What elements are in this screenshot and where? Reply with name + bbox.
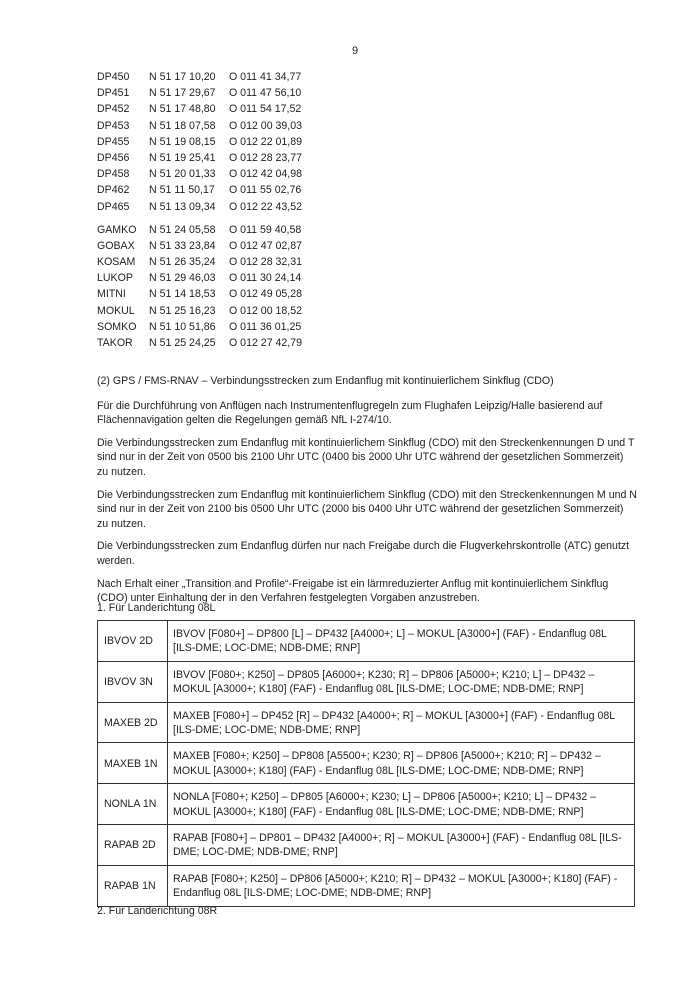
waypoint-row bbox=[97, 238, 329, 254]
waypoint-lon: O 012 00 18,52 bbox=[229, 304, 303, 317]
waypoint-lon: O 011 30 24,14 bbox=[229, 272, 302, 285]
paragraph: Die Verbindungsstrecken zum Endanflug mit kontinuierlichem Sinkflug (CDO) mit den Streckenkennungen M und N sind nur in der Zeit von 2100 bis 0500 Uhr UTC (2000 bis 0400 Uhr UTC während der gesetzlichen Sommerzeit) zu nutzen. bbox=[97, 488, 637, 530]
waypoint-row bbox=[97, 166, 329, 182]
waypoint-lon: O 011 55 02,76 bbox=[229, 184, 302, 197]
waypoint-lon: O 011 47 56,10 bbox=[229, 87, 302, 100]
waypoint-name: DP451 bbox=[97, 87, 130, 100]
waypoint-row bbox=[97, 199, 329, 215]
route-description: MAXEB [F080+] – DP452 [R] – DP432 [A4000+; R] – MOKUL [A3000+] (FAF) - Endanflug 08L [ILS-DME; LOC-DME; NDB-DME; RNP] bbox=[168, 702, 635, 743]
waypoint-name: DP465 bbox=[97, 200, 130, 213]
table-row bbox=[98, 743, 635, 784]
waypoint-row bbox=[97, 254, 329, 270]
waypoint-row bbox=[97, 319, 329, 335]
waypoint-lon: O 012 22 01,89 bbox=[229, 135, 303, 148]
table-row bbox=[98, 661, 635, 702]
waypoint-lon: O 011 59 40,58 bbox=[229, 223, 302, 236]
waypoint-name: DP453 bbox=[97, 119, 130, 132]
waypoint-name: KOSAM bbox=[97, 256, 136, 269]
paragraph: Die Verbindungsstrecken zum Endanflug dürfen nur nach Freigabe durch die Flugverkehrskontrolle (ATC) genutzt werden. bbox=[97, 540, 630, 567]
route-name: RAPAB 1N bbox=[98, 865, 168, 906]
waypoint-name: MOKUL bbox=[97, 304, 135, 317]
waypoint-lon: O 012 49 05,28 bbox=[229, 288, 303, 301]
table-row bbox=[98, 702, 635, 743]
waypoint-row bbox=[97, 286, 329, 302]
waypoint-lon: O 012 47 02,87 bbox=[229, 239, 303, 252]
body-text bbox=[97, 374, 637, 614]
waypoint-lat: N 51 33 23,84 bbox=[149, 239, 216, 252]
waypoint-row bbox=[97, 134, 329, 150]
waypoint-name: DP462 bbox=[97, 184, 130, 197]
waypoint-row bbox=[97, 303, 329, 319]
table-row bbox=[98, 784, 635, 825]
waypoint-lat: N 51 26 35,24 bbox=[149, 256, 216, 269]
waypoint-lat: N 51 19 25,41 bbox=[149, 151, 216, 164]
waypoint-row bbox=[97, 101, 329, 117]
route-name: MAXEB 2D bbox=[98, 702, 168, 743]
route-name: NONLA 1N bbox=[98, 784, 168, 825]
waypoint-row bbox=[97, 69, 329, 85]
waypoint-lon: O 012 42 04,98 bbox=[229, 168, 303, 181]
waypoint-name: GAMKO bbox=[97, 223, 137, 236]
waypoint-lat: N 51 17 10,20 bbox=[149, 71, 216, 83]
route-name: RAPAB 2D bbox=[98, 825, 168, 866]
waypoint-lat: N 51 25 16,23 bbox=[149, 304, 216, 317]
waypoint-row bbox=[97, 118, 329, 134]
waypoint-lon: O 012 27 42,79 bbox=[229, 337, 303, 349]
waypoint-lat: N 51 19 08,15 bbox=[149, 135, 216, 148]
route-table bbox=[97, 620, 635, 907]
waypoint-name: MITNI bbox=[97, 288, 126, 301]
waypoint-name: DP455 bbox=[97, 135, 130, 148]
waypoint-row bbox=[97, 182, 329, 198]
route-description: IBVOV [F080+] – DP800 [L] – DP432 [A4000+; L] – MOKUL [A3000+] (FAF) - Endanflug 08L [ILS-DME; LOC-DME; NDB-DME; RNP] bbox=[168, 621, 635, 662]
waypoint-row bbox=[97, 85, 329, 101]
route-description: MAXEB [F080+; K250] – DP808 [A5500+; K230; R] – DP806 [A5000+; K210; R] – DP432 – MOKUL [A3000+; K180] (FAF) - Endanflug 08L [ILS-DME; LOC-DME; NDB-DME; RNP] bbox=[168, 743, 635, 784]
waypoint-lon: O 012 28 32,31 bbox=[229, 256, 303, 269]
table-row bbox=[98, 825, 635, 866]
waypoint-name: DP456 bbox=[97, 151, 130, 164]
route-name: IBVOV 3N bbox=[98, 661, 168, 702]
route-description: IBVOV [F080+; K250] – DP805 [A6000+; K230; R] – DP806 [A5000+; K210; L] – DP432 – MOKUL [A3000+; K180] (FAF) - Endanflug 08L [ILS-DME; LOC-DME; NDB-DME; RNP] bbox=[168, 661, 635, 702]
paragraph: Nach Erhalt einer „Transition and Profile“-Freigabe ist ein lärmreduzierter Anflug mit kontinuierlichem Sinkflug (CDO) unter Einhaltung der in den Verfahren festgelegten Vorgaben anzustreben. bbox=[97, 577, 609, 605]
waypoint-name: DP452 bbox=[97, 103, 130, 116]
list-gap bbox=[97, 215, 329, 222]
waypoint-name: SOMKO bbox=[97, 320, 137, 333]
waypoint-lat: N 51 13 09,34 bbox=[149, 200, 216, 213]
waypoint-lat: N 51 14 18,53 bbox=[149, 288, 216, 301]
waypoint-name: TAKOR bbox=[97, 337, 133, 349]
waypoint-lon: O 011 36 01,25 bbox=[229, 320, 302, 333]
waypoint-lon: O 012 22 43,52 bbox=[229, 200, 303, 213]
section-heading: (2) GPS / FMS-RNAV – Verbindungsstrecken zum Endanflug mit kontinuierlichem Sinkflug (CDO) bbox=[97, 375, 554, 387]
route-description: NONLA [F080+; K250] – DP805 [A6000+; K230; L] – DP806 [A5000+; K210; L] – DP432 – MOKUL [A3000+; K180] (FAF) - Endanflug 08L [ILS-DME; LOC-DME; NDB-DME; RNP] bbox=[168, 784, 635, 825]
waypoint-lon: O 012 28 23,77 bbox=[229, 151, 303, 164]
table-row bbox=[98, 865, 635, 906]
subsection-title-08r: 2. Für Landerichtung 08R bbox=[97, 905, 218, 917]
paragraph: Für die Durchführung von Anflügen nach Instrumentenflugregeln zum Flughafen Leipzig/Halle basierend auf Flächennavigation gelten die Regelungen gemäß NfL I-274/10. bbox=[97, 399, 603, 427]
waypoint-name: LUKOP bbox=[97, 272, 133, 285]
route-name: MAXEB 1N bbox=[98, 743, 168, 784]
waypoint-lat: N 51 25 24,25 bbox=[149, 337, 216, 349]
waypoint-name: DP450 bbox=[97, 71, 130, 83]
waypoint-row bbox=[97, 335, 329, 351]
waypoint-lat: N 51 20 01,33 bbox=[149, 168, 216, 181]
route-description: RAPAB [F080+; K250] – DP806 [A5000+; K210; R] – DP432 – MOKUL [A3000+; K180] (FAF) - Endanflug 08L [ILS-DME; LOC-DME; NDB-DME; RNP] bbox=[168, 865, 635, 906]
waypoint-lat: N 51 17 48,80 bbox=[149, 103, 216, 116]
waypoint-name: DP458 bbox=[97, 168, 130, 181]
waypoint-lon: O 011 41 34,77 bbox=[229, 71, 302, 83]
waypoint-lat: N 51 17 29,67 bbox=[149, 87, 216, 100]
route-name: IBVOV 2D bbox=[98, 621, 168, 662]
paragraph: Die Verbindungsstrecken zum Endanflug mit kontinuierlichem Sinkflug (CDO) mit den Streckenkennungen D und T sind nur in der Zeit von 0500 bis 2100 Uhr UTC (0400 bis 2000 Uhr UTC während der gesetzlichen Sommerzeit) zu nutzen. bbox=[97, 436, 635, 478]
route-description: RAPAB [F080+] – DP801 – DP432 [A4000+; R] – MOKUL [A3000+] (FAF) - Endanflug 08L [ILS-DME; LOC-DME; NDB-DME; RNP] bbox=[168, 825, 635, 866]
waypoint-lat: N 51 29 46,03 bbox=[149, 272, 216, 285]
waypoint-lat: N 51 11 50,17 bbox=[149, 184, 215, 197]
waypoint-lon: O 012 00 39,03 bbox=[229, 119, 303, 132]
page-number: 9 bbox=[351, 45, 359, 57]
waypoint-row bbox=[97, 222, 329, 238]
waypoint-lat: N 51 24 05,58 bbox=[149, 223, 216, 236]
waypoint-name: GOBAX bbox=[97, 239, 135, 252]
waypoint-lon: O 011 54 17,52 bbox=[229, 103, 302, 116]
table-row bbox=[98, 621, 635, 662]
waypoint-lat: N 51 10 51,86 bbox=[149, 320, 216, 333]
waypoint-row bbox=[97, 150, 329, 166]
waypoint-lat: N 51 18 07,58 bbox=[149, 119, 216, 132]
waypoint-list bbox=[97, 69, 329, 351]
subsection-title-08l: 1. Für Landerichtung 08L bbox=[97, 602, 216, 614]
waypoint-row bbox=[97, 270, 329, 286]
